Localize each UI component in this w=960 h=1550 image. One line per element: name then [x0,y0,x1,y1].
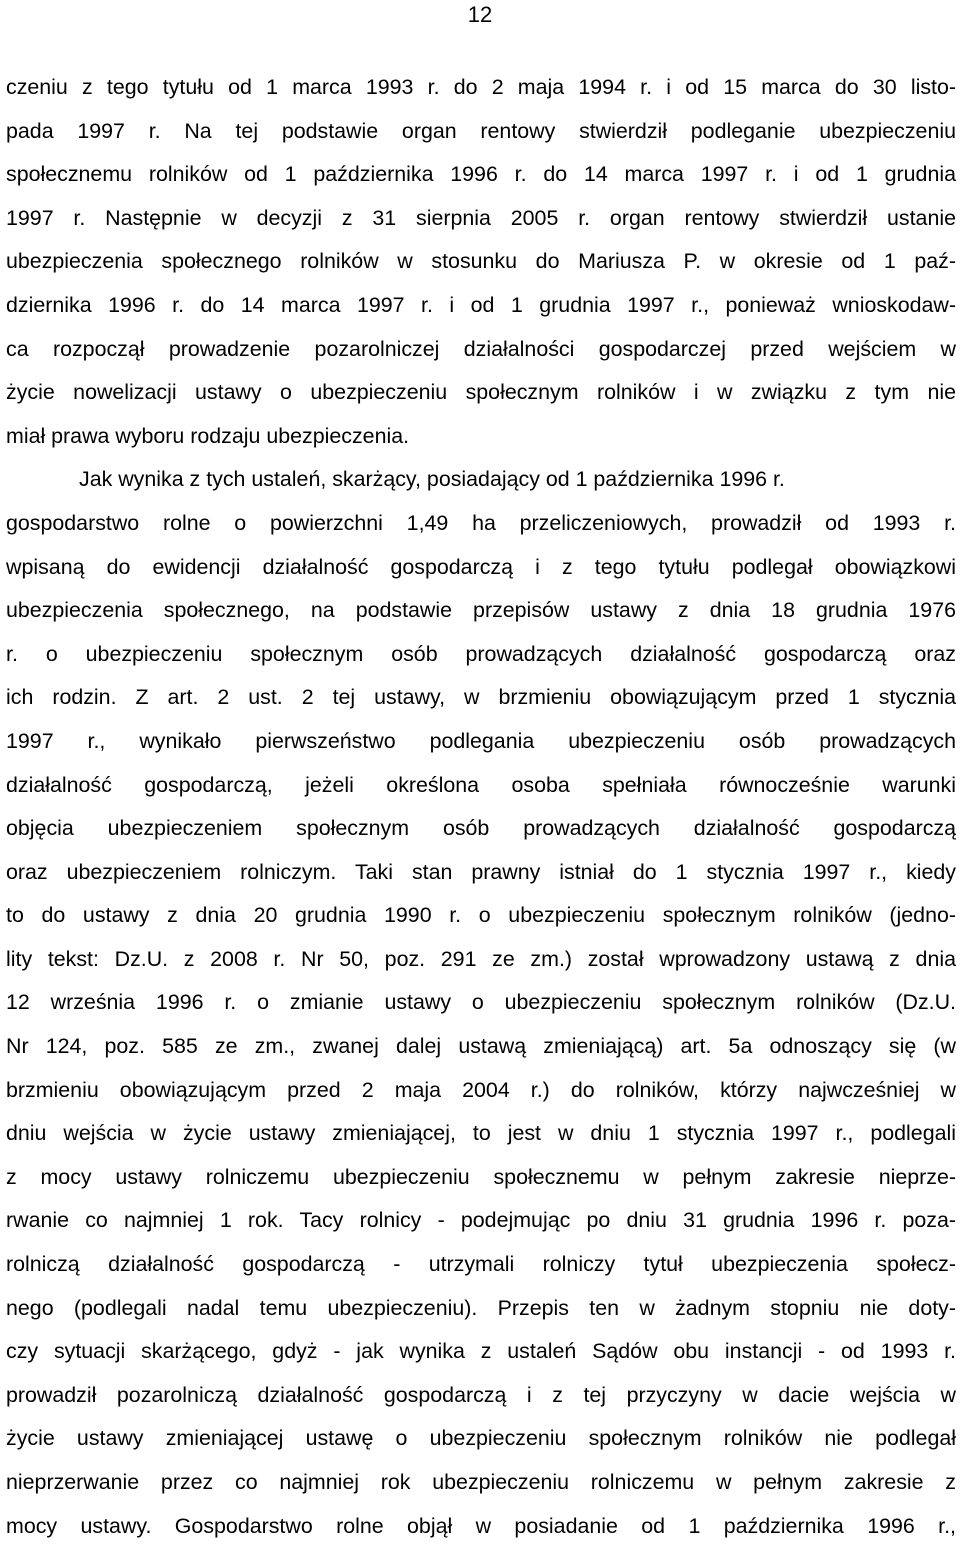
text-line: nego (podlegali nadal temu ubezpieczeniu). Przepis ten w żadnym stopniu nie doty- [6,1295,956,1320]
text-line: brzmieniu obowiązującym przed 2 maja 2004 r.) do rolników, którzy najwcześniej w [6,1077,956,1102]
text-line: miał prawa wyboru rodzaju ubezpieczenia. [6,423,410,448]
text-line: życie nowelizacji ustawy o ubezpieczeniu społecznym rolników i w związku z tym nie [6,380,956,405]
text-line: życie ustawy zmieniającej ustawę o ubezpieczeniu społecznym rolników nie podlegał [6,1426,956,1451]
text-line: działalność gospodarczą, jeżeli określona osoba spełniała równocześnie warunki [6,772,956,797]
text-line: oraz ubezpieczeniem rolniczym. Taki stan prawny istniał do 1 stycznia 1997 r., kiedy [6,859,956,884]
text-line: gospodarstwo rolne o powierzchni 1,49 ha przeliczeniowych, prowadził od 1993 r. [6,510,956,535]
text-line: z mocy ustawy rolniczemu ubezpieczeniu społecznemu w pełnym zakresie nieprze- [6,1164,956,1189]
text-line: ubezpieczenia społecznego, na podstawie przepisów ustawy z dnia 18 grudnia 1976 [6,598,956,623]
text-line: dniu wejścia w życie ustawy zmieniającej, to jest w dniu 1 stycznia 1997 r., podlegali [6,1121,956,1146]
document-body [6,66,956,1548]
text-line: społecznemu rolników od 1 października 1996 r. do 14 marca 1997 r. i od 1 grudnia [6,162,956,187]
text-line: rwanie co najmniej 1 rok. Tacy rolnicy - podejmując po dniu 31 grudnia 1996 r. poza- [6,1208,956,1233]
text-line: czeniu z tego tytułu od 1 marca 1993 r. do 2 maja 1994 r. i od 15 marca do 30 listo- [6,75,956,99]
page-number: 12 [467,2,493,27]
text-line: Nr 124, poz. 585 ze zm., zwanej dalej ustawą zmieniającą) art. 5a odnoszący się (w [6,1034,956,1059]
text-line: 12 września 1996 r. o zmianie ustawy o ubezpieczeniu społecznym rolników (Dz.U. [6,990,956,1015]
text-line: 1997 r., wynikało pierwszeństwo podlegania ubezpieczeniu osób prowadzących [6,728,956,753]
text-line: wpisaną do ewidencji działalność gospodarczą i z tego tytułu podlegał obowiązkowi [6,554,956,579]
text-line: to do ustawy z dnia 20 grudnia 1990 r. o ubezpieczeniu społecznym rolników (jedno- [6,903,956,928]
text-line: mocy ustawy. Gospodarstwo rolne objął w posiadanie od 1 października 1996 r., [6,1513,956,1538]
text-line: rolniczą działalność gospodarczą - utrzymali rolniczy tytuł ubezpieczenia społecz- [6,1252,956,1277]
text-line: czy sytuacji skarżącego, gdyż - jak wynika z ustaleń Sądów obu instancji - od 1993 r. [6,1339,956,1364]
text-line: ich rodzin. Z art. 2 ust. 2 tej ustawy, w brzmieniu obowiązującym przed 1 stycznia [6,685,956,710]
text-line: Jak wynika z tych ustaleń, skarżący, posiadający od 1 października 1996 r. [79,467,785,492]
text-line: ca rozpoczął prowadzenie pozarolniczej działalności gospodarczej przed wejściem w [6,336,956,361]
text-line: prowadził pozarolniczą działalność gospodarczą i z tej przyczyny w dacie wejścia w [6,1382,956,1407]
text-line: pada 1997 r. Na tej podstawie organ rentowy stwierdził podleganie ubezpieczeniu [6,118,956,143]
text-line: ubezpieczenia społecznego rolników w stosunku do Mariusza P. w okresie od 1 paź- [6,249,956,274]
text-line: dziernika 1996 r. do 14 marca 1997 r. i od 1 grudnia 1997 r., ponieważ wnioskodaw- [6,292,956,317]
text-line: r. o ubezpieczeniu społecznym osób prowadzących działalność gospodarczą oraz [6,641,956,666]
text-line: 1997 r. Następnie w decyzji z 31 sierpnia 2005 r. organ rentowy stwierdził ustanie [6,205,956,230]
text-line: objęcia ubezpieczeniem społecznym osób prowadzących działalność gospodarczą [6,816,956,841]
text-line: lity tekst: Dz.U. z 2008 r. Nr 50, poz. 291 ze zm.) został wprowadzony ustawą z dnia [6,946,956,971]
text-line: nieprzerwanie przez co najmniej rok ubezpieczeniu rolniczemu w pełnym zakresie z [6,1470,956,1494]
